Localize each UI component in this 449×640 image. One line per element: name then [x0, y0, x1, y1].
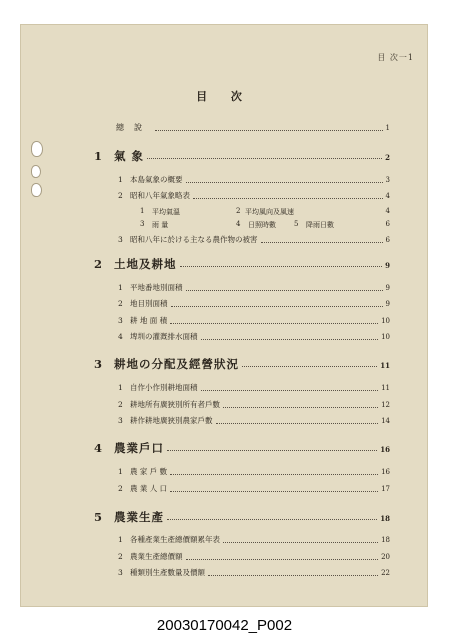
item-number: 3	[118, 416, 123, 425]
subitem-label: 降雨日數	[306, 221, 334, 229]
toc-page: 17	[381, 485, 390, 493]
section-title: 農業生產	[114, 510, 164, 524]
toc-page: 12	[381, 401, 390, 409]
archive-id-caption: 20030170042_P002	[156, 617, 293, 634]
binding-hole	[32, 184, 41, 196]
subitem-number: 3	[140, 220, 145, 228]
toc-item[interactable]	[118, 534, 390, 545]
toc-item[interactable]	[118, 298, 390, 309]
item-number: 3	[118, 568, 123, 577]
section-number: 3	[94, 357, 103, 371]
item-label: 農業生產總價額	[130, 552, 183, 561]
leader-dots	[242, 365, 377, 367]
toc-section-4[interactable]	[94, 440, 390, 456]
toc-item[interactable]	[118, 282, 390, 293]
subitem-number: 4	[236, 220, 241, 228]
toc-subitem-row[interactable]	[118, 220, 390, 230]
toc-item[interactable]	[118, 234, 390, 245]
subitem-label: 平均風向及風速	[245, 208, 294, 216]
item-number: 1	[118, 175, 123, 184]
toc-page: 18	[381, 536, 390, 544]
toc-page: 6	[385, 236, 390, 244]
toc-section-5[interactable]	[94, 509, 390, 525]
toc-item[interactable]	[118, 382, 390, 393]
toc-item[interactable]	[118, 567, 390, 578]
item-label: 自作小作別耕地面積	[130, 383, 198, 392]
leader-dots	[201, 389, 379, 391]
item-label: 耕 地 面 積	[130, 316, 168, 325]
item-number: 4	[118, 332, 123, 341]
toc-page: 9	[385, 300, 390, 308]
leader-dots	[208, 574, 378, 576]
toc-subitem-row[interactable]	[118, 207, 390, 217]
toc-page: 4	[385, 207, 390, 215]
toc-page: 2	[385, 153, 390, 162]
leader-dots	[223, 541, 378, 543]
toc-item[interactable]	[118, 415, 390, 426]
leader-dots	[186, 181, 383, 183]
toc-item[interactable]	[118, 551, 390, 562]
subitem-label: 日照時數	[248, 221, 276, 229]
subitem-label: 雨 量	[152, 221, 169, 229]
section-number: 1	[94, 149, 103, 163]
item-number: 2	[118, 552, 123, 561]
toc-page: 11	[381, 384, 390, 392]
binding-hole	[32, 142, 42, 156]
leader-dots	[147, 157, 382, 159]
toc-item[interactable]	[118, 315, 390, 326]
toc-page: 10	[381, 317, 390, 325]
toc-item[interactable]	[118, 190, 390, 201]
leader-dots	[223, 406, 378, 408]
item-number: 2	[118, 484, 123, 493]
leader-dots	[167, 449, 377, 451]
item-number: 2	[118, 191, 123, 200]
item-label: 埤圳の灌漑排水面積	[130, 332, 198, 341]
item-label: 耕作耕地廣狹別農家戶數	[130, 416, 213, 425]
binding-hole	[32, 166, 40, 177]
page-label: 目 次一1	[377, 53, 414, 62]
item-number: 2	[118, 400, 123, 409]
toc-label: 總說	[116, 123, 152, 132]
toc-title: 目 次	[196, 90, 252, 103]
leader-dots	[201, 338, 379, 340]
item-number: 1	[118, 467, 123, 476]
leader-dots	[186, 558, 379, 560]
subitem-number: 2	[236, 207, 241, 215]
leader-dots	[170, 490, 378, 492]
leader-dots	[171, 305, 383, 307]
toc-item[interactable]	[118, 399, 390, 410]
toc-page: 9	[385, 261, 390, 270]
toc-item[interactable]	[118, 331, 390, 342]
leader-dots	[167, 518, 377, 520]
leader-dots	[170, 322, 378, 324]
toc-page: 22	[381, 569, 390, 577]
toc-page: 3	[385, 176, 390, 184]
toc-section-3[interactable]	[94, 356, 390, 372]
item-label: 種類別生產數量及價額	[130, 568, 205, 577]
item-number: 3	[118, 316, 123, 325]
item-number: 2	[118, 299, 123, 308]
leader-dots	[170, 473, 378, 475]
toc-page: 4	[385, 192, 390, 200]
toc-page: 11	[380, 361, 390, 370]
toc-item[interactable]	[118, 483, 390, 494]
leader-dots	[180, 265, 383, 267]
toc-page: 9	[385, 284, 390, 292]
item-label: 耕地所有廣狹別所有者戶數	[130, 400, 220, 409]
section-number: 5	[94, 510, 103, 524]
toc-page: 10	[381, 333, 390, 341]
toc-page: 6	[385, 220, 390, 228]
subitem-number: 5	[294, 220, 299, 228]
item-label: 農 業 人 口	[130, 484, 168, 493]
section-title: 氣 象	[114, 149, 145, 163]
section-title: 耕地の分配及經營狀況	[114, 357, 239, 371]
item-number: 1	[118, 283, 123, 292]
toc-page: 18	[380, 514, 390, 523]
toc-item[interactable]	[118, 466, 390, 477]
section-title: 農業戶口	[114, 441, 164, 455]
item-label: 農 家 戶 數	[130, 467, 168, 476]
subitem-label: 平均氣溫	[152, 208, 180, 216]
item-label: 平地番地別面積	[130, 283, 183, 292]
toc-section-2[interactable]	[94, 256, 390, 272]
toc-page: 20	[381, 553, 390, 561]
toc-section-1[interactable]	[94, 148, 390, 164]
toc-page: 16	[380, 445, 390, 454]
item-label: 昭和八年に於ける主なる農作物の被害	[130, 235, 258, 244]
leader-dots	[186, 289, 383, 291]
subitem-number: 1	[140, 207, 145, 215]
item-label: 本島氣象の概要	[130, 175, 183, 184]
section-number: 2	[94, 257, 103, 271]
item-label: 地目別面積	[130, 299, 168, 308]
toc-page: 1	[385, 124, 390, 132]
toc-page: 14	[381, 417, 390, 425]
item-number: 3	[118, 235, 123, 244]
leader-dots	[216, 422, 379, 424]
document-page	[20, 24, 428, 607]
section-number: 4	[94, 441, 103, 455]
item-number: 1	[118, 535, 123, 544]
toc-row-general[interactable]	[98, 122, 390, 133]
item-label: 昭和八年氣象略表	[130, 191, 190, 200]
item-number: 1	[118, 383, 123, 392]
leader-dots	[155, 129, 383, 131]
item-label: 各種產業生產總價額累年表	[130, 535, 220, 544]
toc-page: 16	[381, 468, 390, 476]
section-title: 土地及耕地	[114, 257, 177, 271]
leader-dots	[193, 197, 383, 199]
toc-item[interactable]	[118, 174, 390, 185]
leader-dots	[261, 241, 383, 243]
